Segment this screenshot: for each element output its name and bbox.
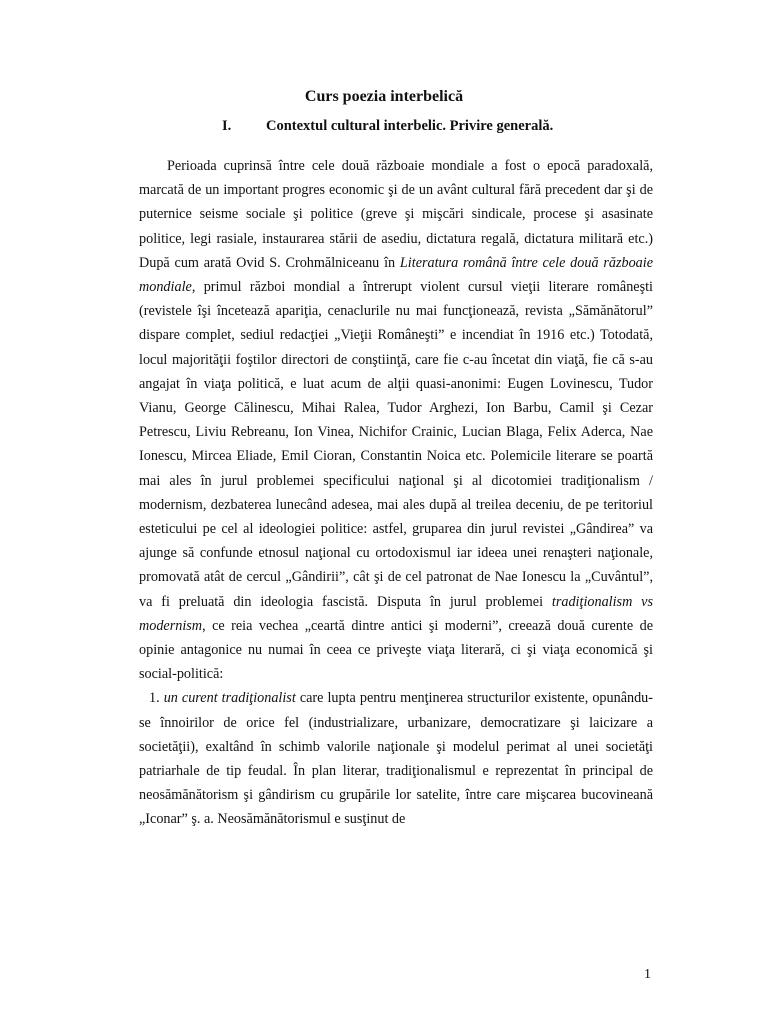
paragraph-1-text-b: , primul război mondial a întrerupt violent cursul vieţii literare româneşti (revistele îşi încetează apariţia, cenaclurile nu mai funcţionează, revista „Sămănătorul” dispare complet, sediul redacţiei „Vieţii Româneşti” e incendiat în 1916 etc.) Totodată, locul majorităţii foştilor directori de conştiinţă, care fie c-au încetat din viaţă, fie că s-au angajat în viaţa politică, e luat acum de alţii quasi-anonimi: Eugen Lovinescu, Tudor Vianu, George Călinescu, Mihai Ralea, Tudor Arghezi, Ion Barbu, Camil şi Cezar Petrescu, Liviu Rebreanu, Ion Vinea, Nichifor Crainic, Lucian Blaga, Felix Aderca, Nae Ionescu, Mircea Eliade, Emil Cioran, Constantin Noica etc. Polemicile literare se poartă mai ales în jurul problemei specificului naţional şi al dicotomiei tradiţionalism / modernism, dezbaterea lunecând adesea, mai ales după al treilea deceniu, de pe teritoriul esteticului pe cel al ideologiei politice: astfel, gruparea din jurul revistei „Gândirea” va ajunge să confunde etnosul naţional cu ortodoxismul iar ideea unei renaşteri naţionale, promovată atât de cercul „Gândirii”, cât şi de cel patronat de Nae Ionescu la „Cuvântul”, va fi preluată din ideologia fascistă. Disputa în jurul problemei — [139, 279, 653, 610]
paragraph-1-text-c: , ce reia vechea „ceartă dintre antici şi moderni”, creează două curente de opinie antagonice nu numai în ceea ce priveşte viaţa literară, ci şi viaţa economică şi social-politică: — [139, 617, 653, 683]
section-heading — [222, 118, 553, 135]
document-body — [139, 154, 653, 832]
section-title: Contextul cultural interbelic. Privire generală. — [266, 118, 554, 134]
section-number: I. — [222, 118, 232, 134]
paragraph-1 — [139, 154, 653, 686]
list-item-text: care lupta pentru menţinerea structurilor existente, opunându-se înnoirilor de orice fel (industrializare, urbanizare, democratizare şi laicizare a societăţii), exaltând în schimb valorile naţionale şi modelul perimat al unei societăţi patriarhale de tip feudal. În plan literar, tradiţionalismul e reprezentat în principal de neosămănătorism şi gândirism cu grupările lor satelite, între care mişcarea bucovineană „Iconar” ş. a. Neosămănătorismul e susţinut de — [139, 690, 653, 828]
italic-term: tradiţionalism vs modernism — [139, 593, 653, 634]
paragraph-1-text-a: Perioada cuprinsă între cele două războaie mondiale a fost o epocă paradoxală, marcată de un important progres economic şi de un avânt cultural fără precedent dar şi de puternice seisme sociale şi politice (greve şi mişcări sindicale, procese şi asasinate politice, legi rasiale, instaurarea stării de asediu, dictatura regală, dictatura militară etc.) După cum arată Ovid S. Crohmălniceanu în — [139, 158, 653, 271]
list-item-number: 1. — [149, 690, 160, 707]
book-title: Literatura română între cele două războaie mondiale — [139, 254, 653, 296]
list-item-term: un curent tradiţionalist — [163, 690, 296, 707]
document-title: Curs poezia interbelică — [304, 88, 464, 105]
page-number: 1 — [644, 967, 651, 982]
list-item-1 — [139, 686, 653, 831]
